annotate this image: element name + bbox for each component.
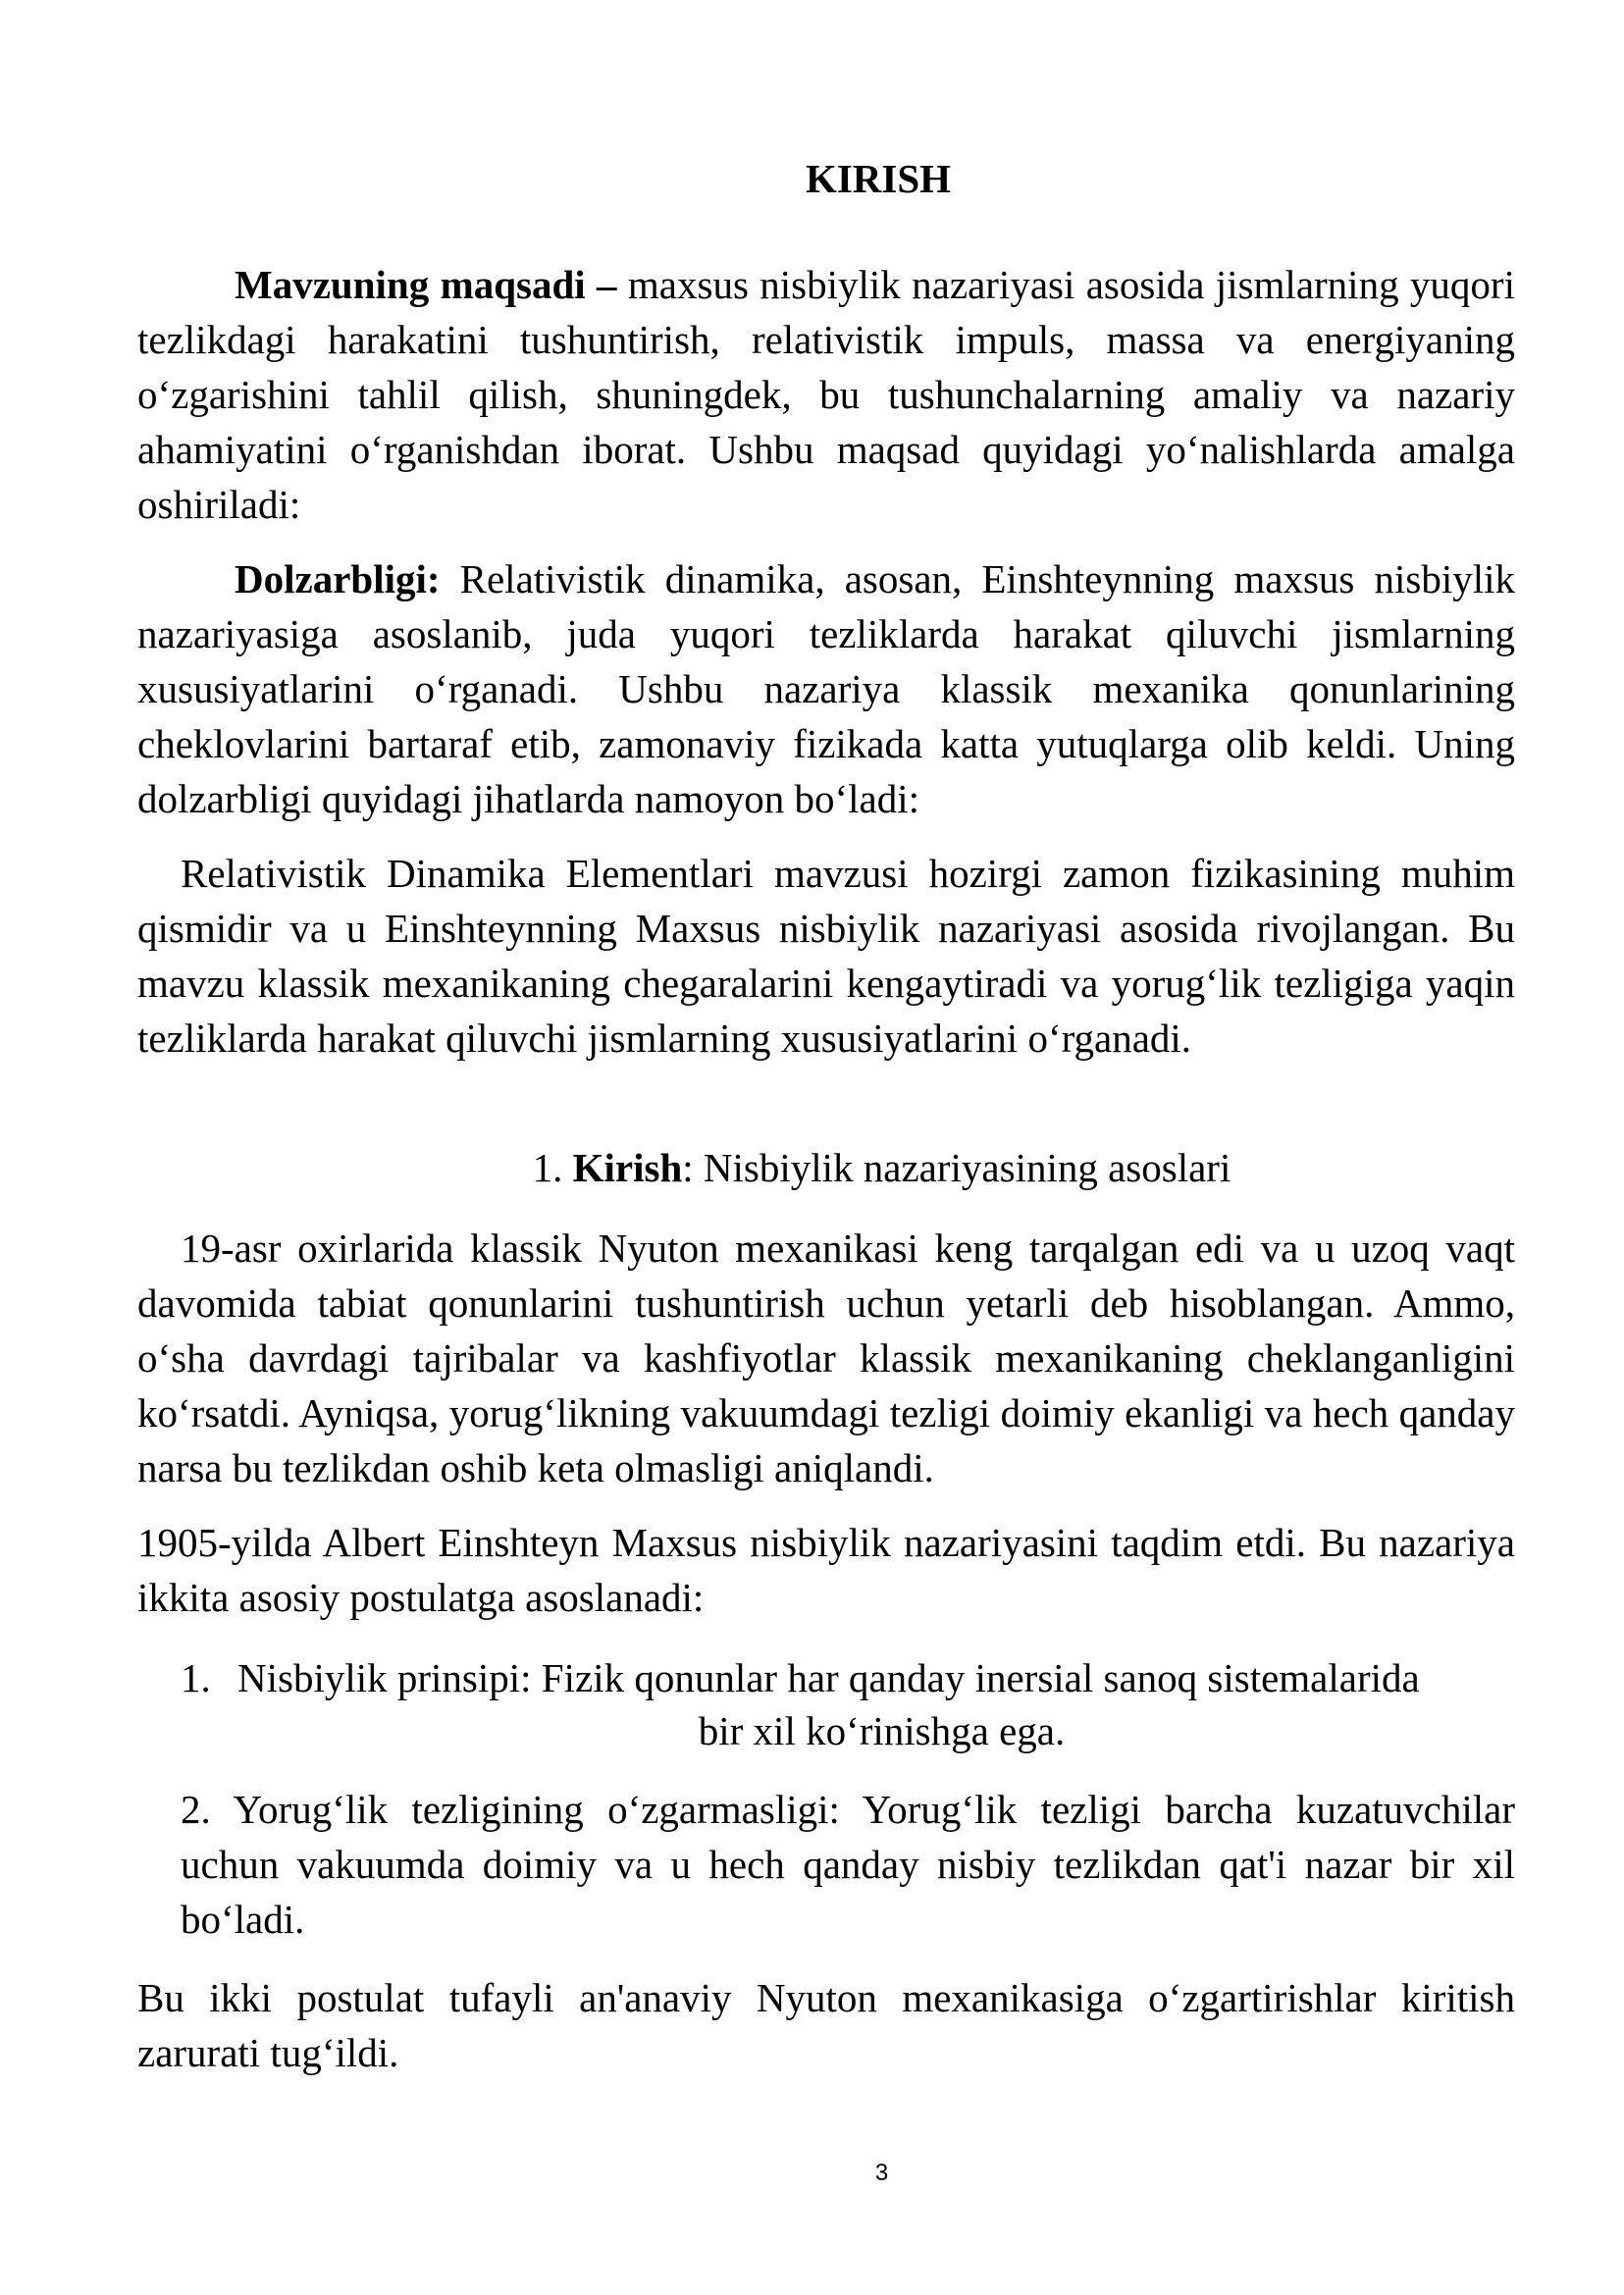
section-heading-bold: Kirish <box>572 1145 683 1190</box>
paragraph-einstein: 1905-yilda Albert Einshteyn Maxsus nisbiylik nazariyasini taqdim etdi. Bu nazariya ikkita asosiy postulatga asoslanadi: <box>137 1520 1515 1620</box>
paragraph-conclusion: Bu ikki postulat tufayli an'anaviy Nyuton mexanikasiga o‘zgartirishlar kiritish zarurati tug‘ildi. <box>137 1975 1515 2075</box>
list-item-1-line2: bir xil ko‘rinishga ega. <box>698 1708 1066 1753</box>
list-item-2: 2. Yorug‘lik tezligining o‘zgarmasligi: Yorug‘lik tezligi barcha kuzatuvchilar uchun vakuumda doimiy va u hech qanday nisbiy tezlikdan qat'i nazar bir xil bo‘ladi. <box>181 1787 1515 1942</box>
paragraph-relevance <box>137 551 1515 826</box>
paragraph-relevance-text: Relativistik dinamika, asosan, Einshteynning maxsus nisbiylik nazariyasiga asoslanib, juda yuqori tezliklarda harakat qiluvchi jismlarning xususiyatlarini o‘rganadi. Ushbu nazariya klassik mexanika qonunlarining cheklovlarini bartaraf etib, zamonaviy fizikada katta yutuqlarga olib keldi. Uning dolzarbligi quyidagi jihatlarda namoyon bo‘ladi: <box>137 556 1515 821</box>
page-number: 3 <box>874 2160 889 2186</box>
paragraph-goal-text: maxsus nisbiylik nazariyasi asosida jismlarning yuqori tezlikdagi harakatini tushuntirish, relativistik impuls, massa va energiyaning o‘zgarishini tahlil qilish, shuningdek, bu tushunchalarning amaliy va nazariy ahamiyatini o‘rganishdan iborat. Ushbu maqsad quyidagi yo‘nalishlarda amalga oshiriladi: <box>137 262 1515 527</box>
section-number: 1. <box>532 1145 563 1190</box>
section-heading <box>0 1140 1624 1195</box>
paragraph-goal-lead: Mavzuning maqsadi – <box>235 262 617 307</box>
section-heading-rest: : Nisbiylik nazariyasining asoslari <box>682 1145 1231 1190</box>
list-item-1-line1: Nisbiylik prinsipi: Fizik qonunlar har qanday inersial sanoq sistemalarida <box>237 1655 1420 1700</box>
paragraph-history: 19-asr oxirlarida klassik Nyuton mexanikasi keng tarqalgan edi va u uzoq vaqt davomida tabiat qonunlarini tushuntirish uchun yetarli deb hisoblangan. Ammo, o‘sha davrdagi tajribalar va kashfiyotlar klassik mexanikaning cheklanganligini ko‘rsatdi. Ayniqsa, yorug‘likning vakuumdagi tezligi doimiy ekanligi va hech qanday narsa bu tezlikdan oshib keta olmasligi aniqlandi. <box>137 1226 1515 1490</box>
paragraph-goal <box>137 257 1515 532</box>
list-item-1-number: 1. <box>181 1655 211 1700</box>
list-item-1 <box>181 1650 1515 1705</box>
page-title: KIRISH <box>805 156 952 201</box>
paragraph-relevance-lead: Dolzarbligi: <box>235 556 441 601</box>
paragraph-topic: Relativistik Dinamika Elementlari mavzusi hozirgi zamon fizikasining muhim qismidir va u Einshteynning Maxsus nisbiylik nazariyasi asosida rivojlangan. Bu mavzu klassik mexanikaning chegaralarini kengaytiradi va yorug‘lik tezligiga yaqin tezliklarda harakat qiluvchi jismlarning xususiyatlarini o‘rganadi. <box>137 851 1515 1061</box>
